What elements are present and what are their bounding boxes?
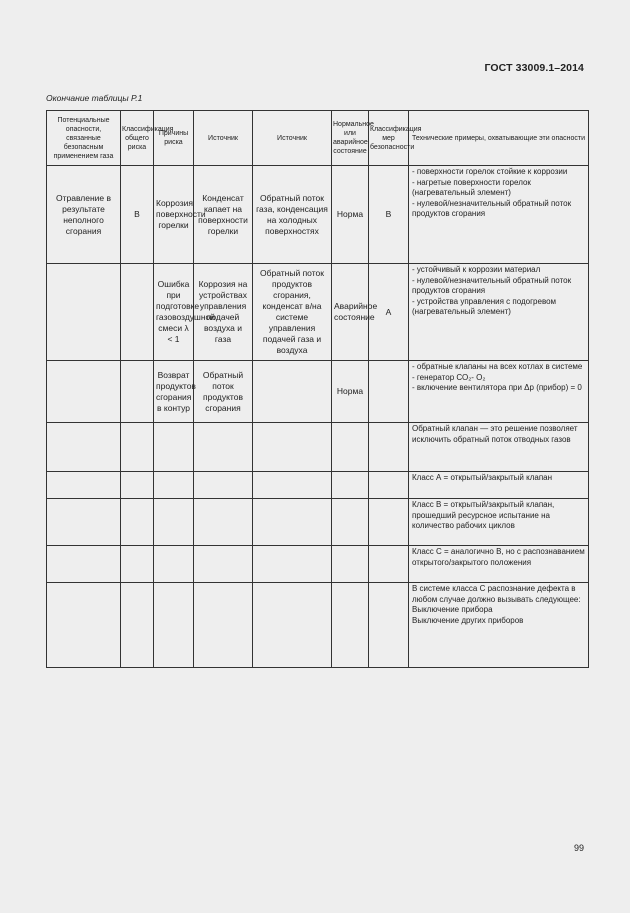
tech-line: - включение вентилятора при Δp (прибор) = 0 xyxy=(412,383,582,392)
tech-line: - устройства управления с подогревом (нагревательный элемент) xyxy=(412,296,557,316)
safety-class-cell xyxy=(369,361,409,423)
state-cell: Аварийное состояние xyxy=(332,264,369,361)
tech-line: - поверхности горелок стойкие к коррозии xyxy=(412,167,568,176)
source-cell: Обратный поток продуктов сгорания, конденсат в/на системе управления подачей газа и воздуха xyxy=(253,264,332,361)
tech-line: Выключение прибора xyxy=(412,605,493,614)
hazard-cell: Отравление в результате неполного сгорания xyxy=(47,166,121,264)
cause-cell: Возврат продуктов сгорания в контур xyxy=(154,361,194,423)
tech-cell xyxy=(409,264,589,361)
tech-line: - обратные клапаны на всех котлах в системе xyxy=(412,362,583,371)
col-header: Нормальное или аварийное состояние xyxy=(332,111,369,166)
hazard-cell xyxy=(47,361,121,423)
table-row xyxy=(47,264,589,361)
hazard-cell xyxy=(47,264,121,361)
tech-cell xyxy=(409,472,589,499)
table-row xyxy=(47,472,589,499)
source-cell: Коррозия на устройствах управления подачей воздуха и газа xyxy=(194,264,253,361)
col-header: Классификация общего риска xyxy=(121,111,154,166)
table-row xyxy=(47,166,589,264)
col-header: Потенциальные опасности, связанные безопасным применением газа xyxy=(47,111,121,166)
col-header: Технические примеры, охватывающие эти опасности xyxy=(409,111,589,166)
col-header: Источник xyxy=(253,111,332,166)
tech-line: - генератор СО₂- О₂ xyxy=(412,372,486,382)
tech-line: - нагретые поверхности горелок (нагревательный элемент) xyxy=(412,177,531,197)
page-number: 99 xyxy=(573,843,584,853)
table-header-row xyxy=(47,111,589,166)
state-cell: Норма xyxy=(332,166,369,264)
tech-cell xyxy=(409,361,589,423)
table-row xyxy=(47,546,589,583)
source-cell: Обратный поток продуктов сгорания xyxy=(194,361,253,423)
tech-cell xyxy=(409,166,589,264)
source-cell: Конденсат капает на поверхности горелки xyxy=(194,166,253,264)
table-row xyxy=(47,499,589,546)
hazard-table xyxy=(46,110,589,668)
tech-line: Класс А = открытый/закрытый клапан xyxy=(412,473,553,482)
tech-line: Класс С = аналогично В, но с распознаванием открытого/закрытого положения xyxy=(412,547,585,567)
tech-line: Выключение других приборов xyxy=(412,615,524,625)
standard-code: ГОСТ 33009.1–2014 xyxy=(484,62,584,74)
tech-cell xyxy=(409,499,589,546)
source-cell: Обратный поток газа, конденсация на холодных поверхностях xyxy=(253,166,332,264)
risk-class-cell xyxy=(121,264,154,361)
safety-class-cell: А xyxy=(369,264,409,361)
tech-line: - устойчивый к коррозии материал xyxy=(412,265,541,274)
col-header: Причины риска xyxy=(154,111,194,166)
col-header: Источник xyxy=(194,111,253,166)
tech-cell xyxy=(409,546,589,583)
table-caption: Окончание таблицы Р.1 xyxy=(46,93,143,103)
col-header: Классификация мер безопасности xyxy=(369,111,409,166)
state-cell: Норма xyxy=(332,361,369,423)
tech-cell xyxy=(409,583,589,668)
tech-line: - нулевой/незначительный обратный поток продуктов сгорания xyxy=(412,198,572,218)
cause-cell: Ошибка при подготовке газовоздушной смеси λ < 1 xyxy=(154,264,194,361)
table-row xyxy=(47,361,589,423)
tech-line: В системе класса С распознание дефекта в любом случае должно вызывать следующее: xyxy=(412,584,581,604)
tech-line: Обратный клапан — это решение позволяет исключить обратный поток отводных газов xyxy=(412,424,578,444)
safety-class-cell: В xyxy=(369,166,409,264)
risk-class-cell xyxy=(121,361,154,423)
risk-class-cell: В xyxy=(121,166,154,264)
tech-line: - нулевой/незначительный обратный поток продуктов сгорания xyxy=(412,275,572,295)
tech-cell xyxy=(409,423,589,472)
tech-line: Класс В = открытый/закрытый клапан, прошедший ресурсное испытание на количество рабочих циклов xyxy=(412,500,555,530)
table-row xyxy=(47,583,589,668)
table-row xyxy=(47,423,589,472)
source-cell xyxy=(253,361,332,423)
cause-cell: Коррозия поверхности горелки xyxy=(154,166,194,264)
